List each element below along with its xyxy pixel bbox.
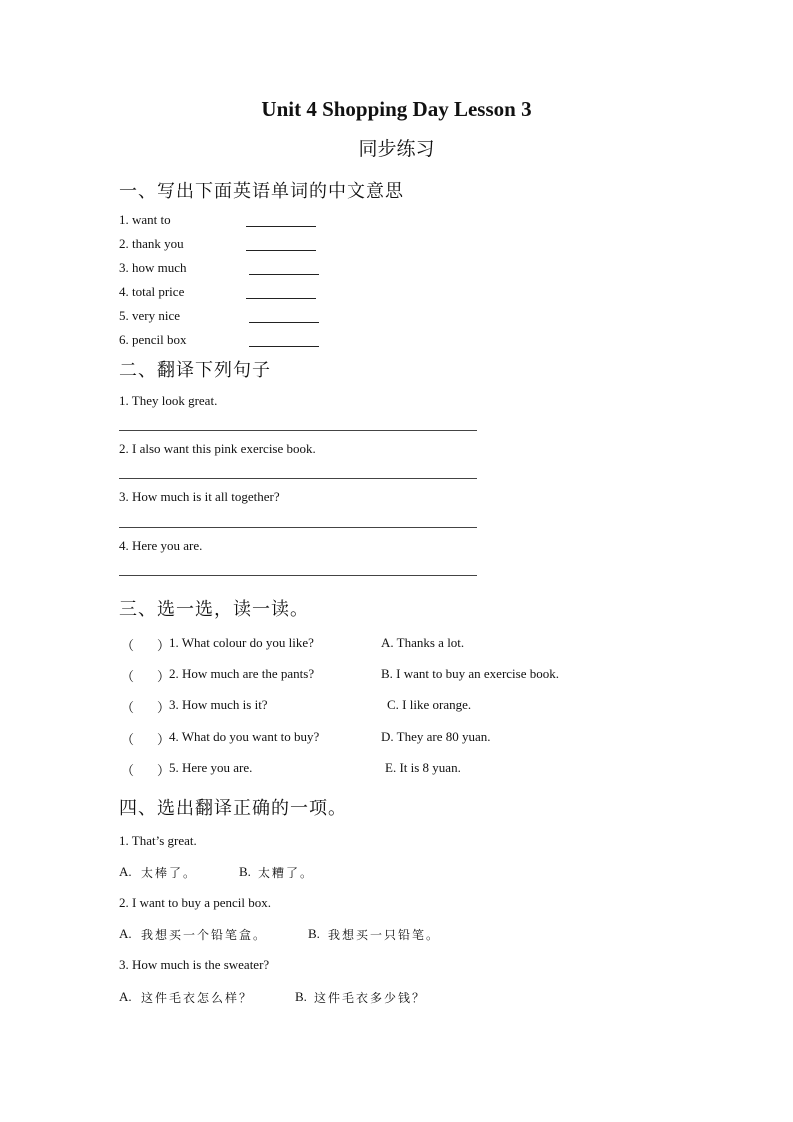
bracket-open: （ xyxy=(121,638,135,653)
answer-option: D. They are 80 yuan. xyxy=(381,729,491,744)
section-4-heading: 四、选出翻译正确的一项。 xyxy=(119,798,347,819)
vocab-item: 4. total price xyxy=(119,284,185,299)
question-item: 2. How much are the pants? xyxy=(169,666,315,681)
section-3-heading: 三、选一选，读一读。 xyxy=(119,599,309,620)
section-2-heading: 二、翻译下列句子 xyxy=(119,360,271,381)
sentence-item: 1. They look great. xyxy=(119,393,218,408)
answer-line[interactable] xyxy=(119,527,477,528)
bracket-open: （ xyxy=(121,669,135,684)
answer-option: E. It is 8 yuan. xyxy=(385,760,461,775)
answer-blank[interactable] xyxy=(249,346,319,347)
vocab-item: 6. pencil box xyxy=(119,332,187,347)
vocab-item: 5. very nice xyxy=(119,308,181,323)
answer-blank[interactable] xyxy=(246,250,316,251)
option-a-text: 太棒了。 xyxy=(141,866,198,880)
answer-blank[interactable] xyxy=(249,274,319,275)
answer-option: A. Thanks a lot. xyxy=(381,635,465,650)
sentence-item: 2. I also want this pink exercise book. xyxy=(119,441,316,456)
option-b-text: 这件毛衣多少钱？ xyxy=(314,991,427,1005)
option-a-label: A. xyxy=(119,864,132,879)
option-b-text: 我想买一只铅笔。 xyxy=(328,928,441,942)
bracket-close: ） xyxy=(157,732,171,747)
question-item: 2. I want to buy a pencil box. xyxy=(119,895,271,910)
option-a-text: 我想买一个铅笔盒。 xyxy=(141,928,268,942)
vocab-item: 3. how much xyxy=(119,260,187,275)
page-subtitle: 同步练习 xyxy=(358,138,435,160)
sentence-item: 3. How much is it all together? xyxy=(119,489,280,504)
option-b-text: 太糟了。 xyxy=(258,866,315,880)
answer-blank[interactable] xyxy=(249,322,319,323)
option-b-label: B. xyxy=(295,989,307,1004)
answer-line[interactable] xyxy=(119,575,477,576)
question-item: 3. How much is the sweater? xyxy=(119,957,270,972)
option-a-label: A. xyxy=(119,989,132,1004)
vocab-item: 2. thank you xyxy=(119,236,184,251)
bracket-open: （ xyxy=(121,763,135,778)
answer-option: B. I want to buy an exercise book. xyxy=(381,666,559,681)
bracket-open: （ xyxy=(121,700,135,715)
page-title: Unit 4 Shopping Day Lesson 3 xyxy=(261,97,532,121)
answer-blank[interactable] xyxy=(246,226,316,227)
bracket-close: ） xyxy=(157,763,171,778)
option-b-label: B. xyxy=(308,926,320,941)
answer-option: C. I like orange. xyxy=(387,697,472,712)
question-item: 4. What do you want to buy? xyxy=(169,729,320,744)
bracket-close: ） xyxy=(157,669,171,684)
section-1-heading: 一、写出下面英语单词的中文意思 xyxy=(119,181,404,202)
sentence-item: 4. Here you are. xyxy=(119,538,203,553)
vocab-item: 1. want to xyxy=(119,212,171,227)
answer-line[interactable] xyxy=(119,430,477,431)
option-b-label: B. xyxy=(239,864,251,879)
question-item: 1. That’s great. xyxy=(119,833,197,848)
answer-blank[interactable] xyxy=(246,298,316,299)
option-a-label: A. xyxy=(119,926,132,941)
question-item: 1. What colour do you like? xyxy=(169,635,314,650)
question-item: 5. Here you are. xyxy=(169,760,253,775)
bracket-close: ） xyxy=(157,638,171,653)
answer-line[interactable] xyxy=(119,478,477,479)
bracket-open: （ xyxy=(121,732,135,747)
question-item: 3. How much is it? xyxy=(169,697,268,712)
option-a-text: 这件毛衣怎么样？ xyxy=(141,991,254,1005)
bracket-close: ） xyxy=(157,700,171,715)
